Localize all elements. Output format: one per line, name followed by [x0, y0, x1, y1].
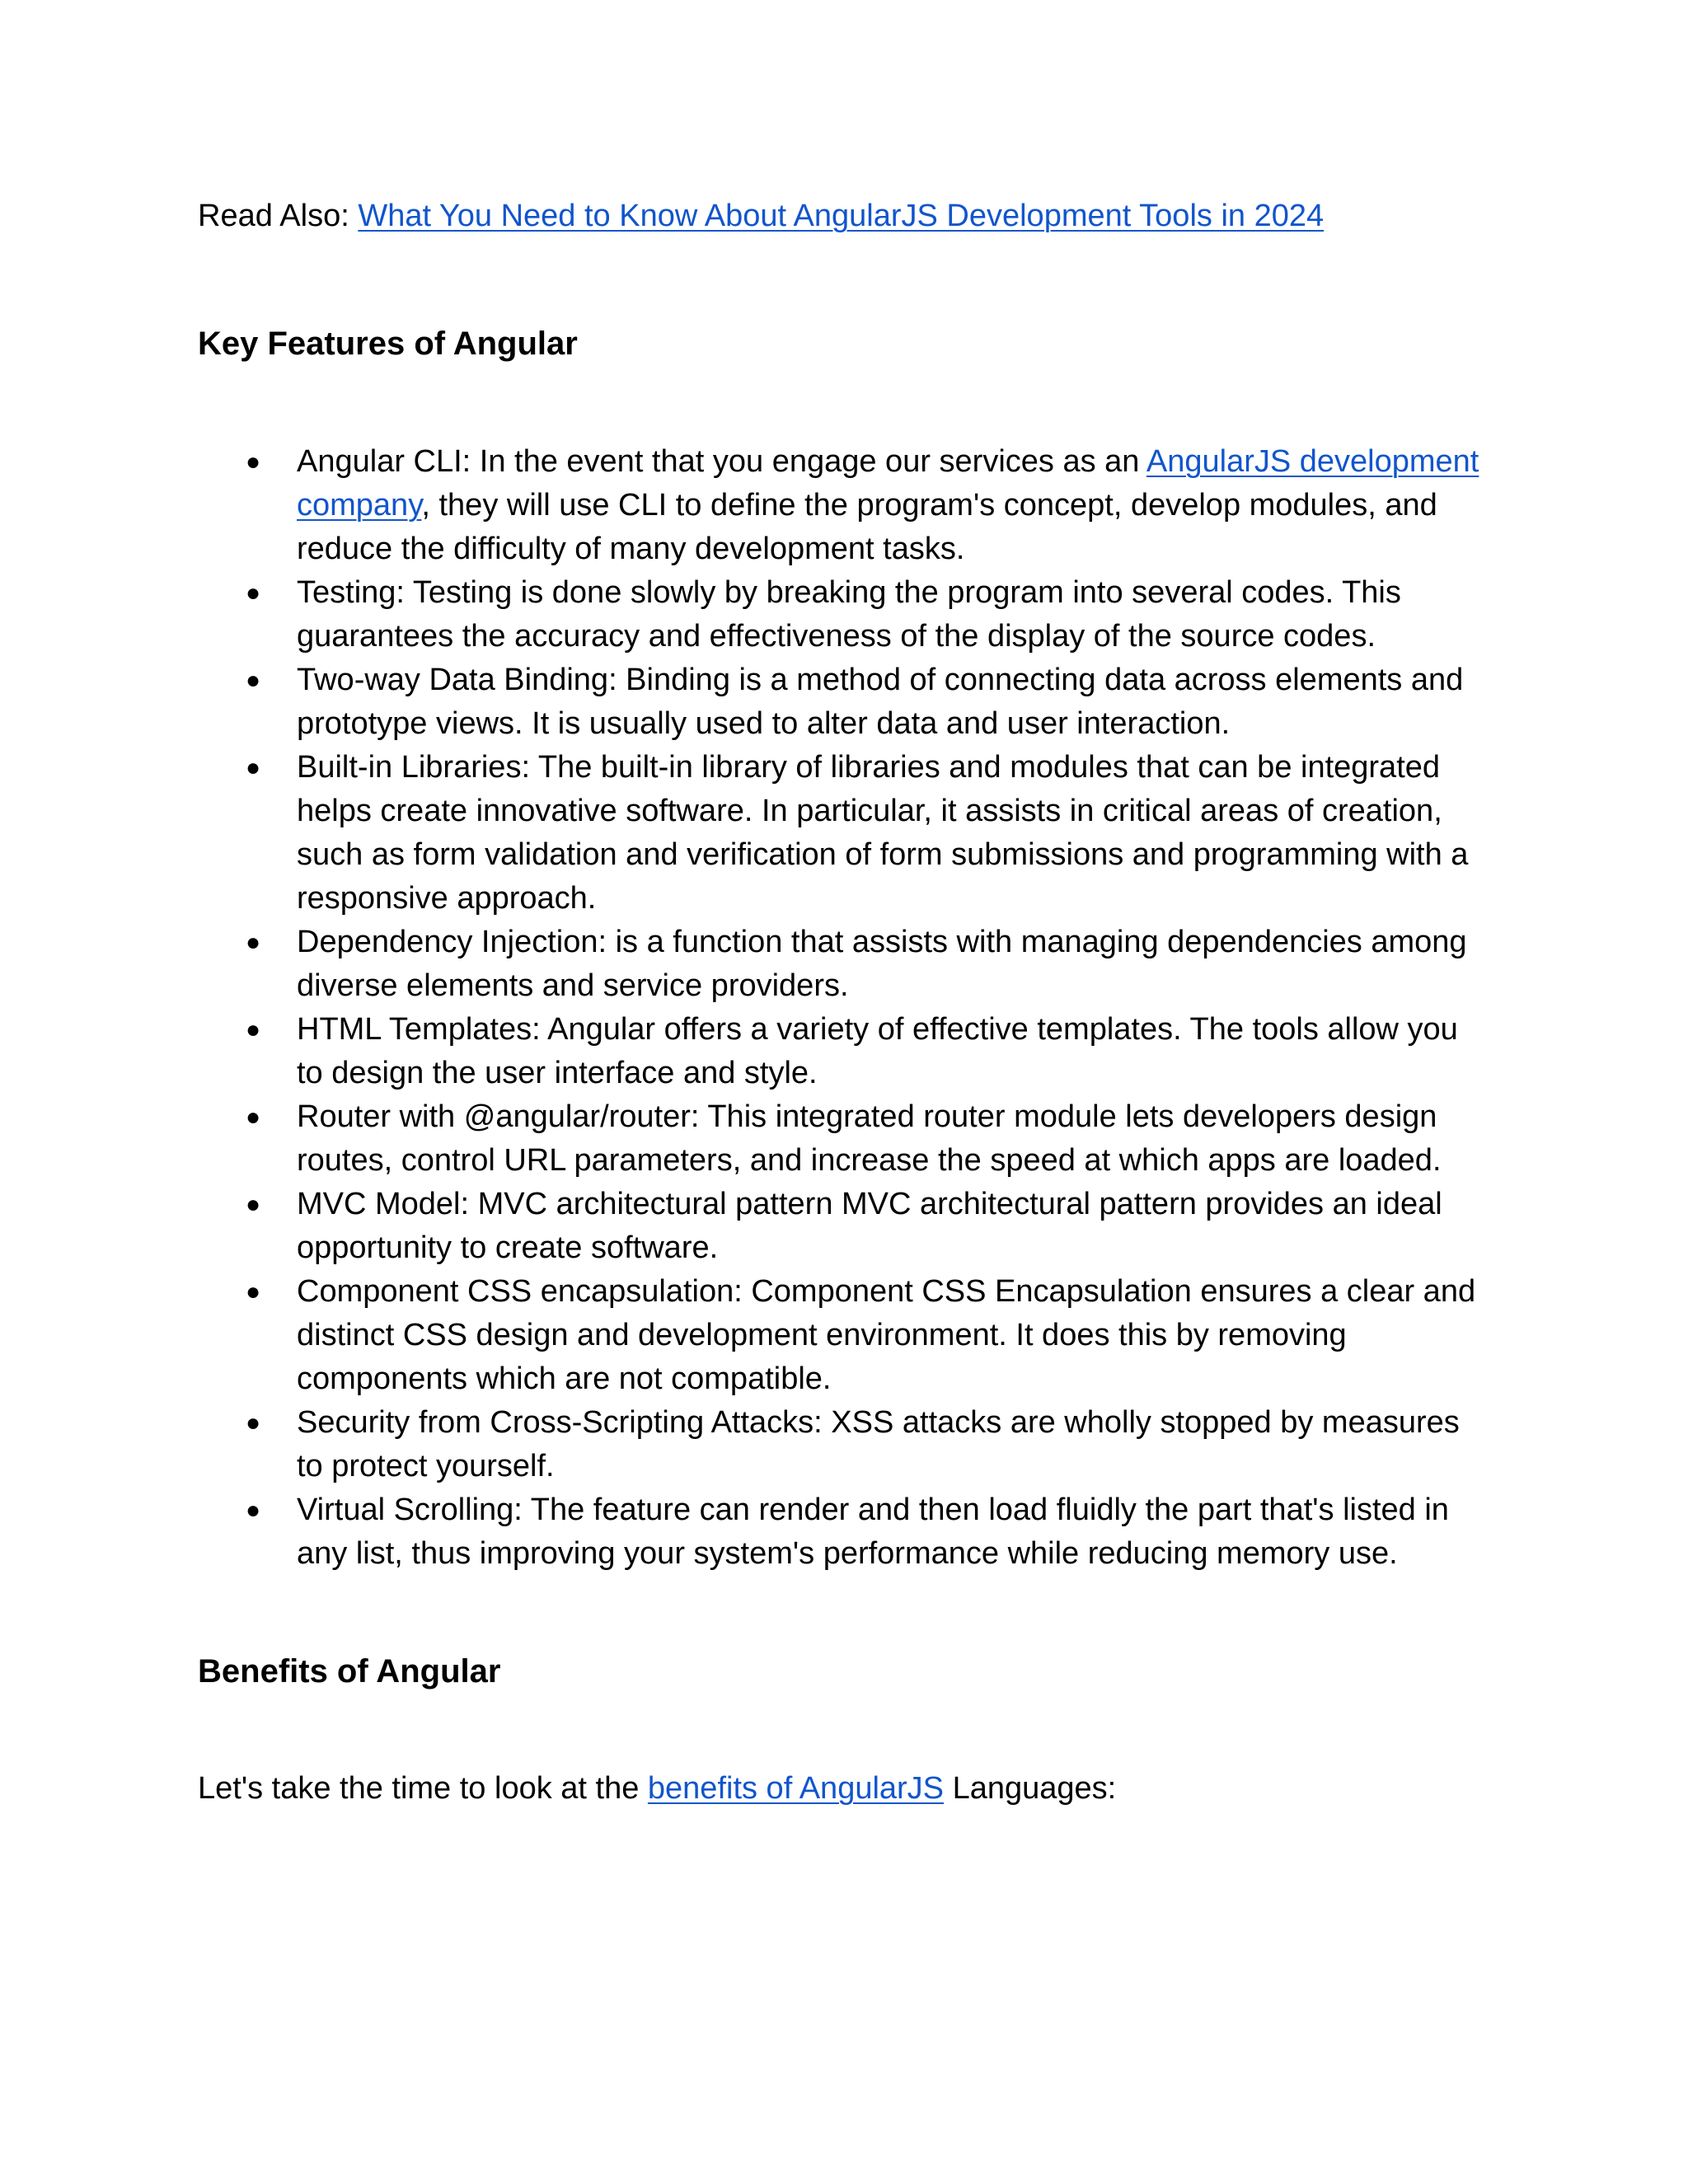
list-item-text: Virtual Scrolling: The feature can render and then load fluidly the part that's listed in any list, thus improving your system's performance while reducing memory use.	[297, 1493, 1449, 1571]
list-item-text: MVC Model: MVC architectural pattern MVC architectural pattern provides an ideal opportunity to create software.	[297, 1187, 1442, 1265]
section-heading-benefits: Benefits of Angular	[198, 1653, 501, 1690]
read-also-link[interactable]: What You Need to Know About AngularJS Development Tools in 2024	[358, 199, 1325, 233]
list-item	[198, 1183, 1484, 1270]
bullet-icon: ●	[246, 1191, 261, 1218]
benefits-intro-paragraph	[198, 1767, 1484, 1811]
list-item-text: Angular CLI: In the event that you engage our services as an	[297, 444, 1146, 479]
list-item	[198, 658, 1484, 746]
list-item-text: Security from Cross-Scripting Attacks: XSS attacks are wholly stopped by measures to protect yourself.	[297, 1405, 1460, 1483]
benefits-of-angularjs-link[interactable]: benefits of AngularJS	[647, 1771, 945, 1806]
bullet-icon: ●	[246, 1409, 261, 1436]
list-item-text: Built-in Libraries: The built-in library of libraries and modules that can be integrated helps create innovative software. In particular, it assists in critical areas of creation, such as form validation and verification of form submissions and programming with a responsive approach.	[297, 750, 1469, 916]
bullet-icon: ●	[246, 1497, 261, 1524]
list-item-text: Dependency Injection: is a function that assists with managing dependencies among diverse elements and service providers.	[297, 925, 1467, 1003]
list-item-text: , they will use CLI to define the program's concept, develop modules, and reduce the difficulty of many development tasks.	[297, 488, 1437, 566]
features-list	[198, 440, 1484, 1576]
bullet-icon: ●	[246, 448, 261, 476]
list-item	[198, 1401, 1484, 1488]
bullet-icon: ●	[246, 667, 261, 694]
list-item-text: Component CSS encapsulation: Component CSS Encapsulation ensures a clear and distinct CSS design and development environment. It does this by removing components which are not compatible.	[297, 1274, 1476, 1396]
read-also-paragraph	[198, 194, 1484, 238]
read-also-prefix: Read Also:	[198, 199, 359, 233]
section-heading-key-features: Key Features of Angular	[198, 326, 578, 362]
list-item	[198, 921, 1484, 1008]
list-item-text: Router with @angular/router: This integrated router module lets developers design routes, control URL parameters, and increase the speed at which apps are loaded.	[297, 1099, 1442, 1178]
list-item	[198, 1488, 1484, 1576]
list-item	[198, 571, 1484, 658]
list-item-text: Testing: Testing is done slowly by breaking the program into several codes. This guarantees the accuracy and effectiveness of the display of the source codes.	[297, 575, 1401, 654]
list-item-text: HTML Templates: Angular offers a variety of effective templates. The tools allow you to design the user interface and style.	[297, 1012, 1458, 1090]
angularjs-development-company-link[interactable]: AngularJS development company	[297, 444, 1479, 523]
list-item-text: Two-way Data Binding: Binding is a method of connecting data across elements and prototype views. It is usually used to alter data and user interaction.	[297, 663, 1464, 741]
benefits-intro-suffix: Languages:	[944, 1771, 1117, 1806]
document-content	[198, 194, 1484, 1811]
list-item	[198, 1008, 1484, 1095]
list-item	[198, 440, 1484, 571]
bullet-icon: ●	[246, 1016, 261, 1043]
bullet-icon: ●	[246, 1104, 261, 1131]
bullet-icon: ●	[246, 754, 261, 781]
list-item	[198, 746, 1484, 921]
list-item	[198, 1095, 1484, 1183]
bullet-icon: ●	[246, 929, 261, 956]
bullet-icon: ●	[246, 579, 261, 607]
benefits-intro-prefix: Let's take the time to look at the	[198, 1771, 648, 1806]
bullet-icon: ●	[246, 1278, 261, 1305]
list-item	[198, 1270, 1484, 1401]
